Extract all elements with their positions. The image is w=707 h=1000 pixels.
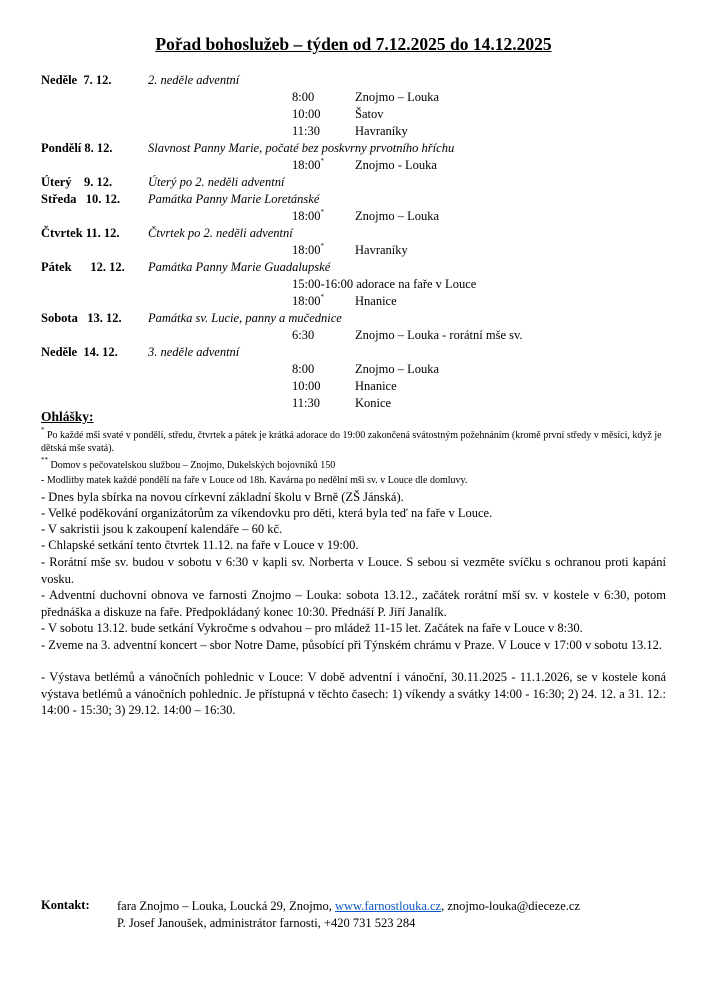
mass-time: 8:00 <box>292 362 315 376</box>
mass-place: Šatov <box>355 107 384 121</box>
mass-place: Hnanice <box>355 294 397 308</box>
mass-time: 18:00* <box>292 157 324 172</box>
contact-administrator: P. Josef Janoušek, administrátor farnosti, +420 731 523 284 <box>117 916 416 930</box>
announcement-item: - Výstava betlémů a vánočních pohlednic v Louce: V době adventní i vánoční, 30.11.2025 - 11.1.2026, se v kostele koná výstava betlémů a vánočních pohlednic. Je přístupná v těchto časech: 1) víkendy a svátky 14:00 - 16:30; 2) 24. 12. a 31. 12.: 14:00 - 15:30; 3) 29.12. 14:00 – 16:30. <box>41 670 666 718</box>
mass-place: Znojmo – Louka <box>355 209 440 223</box>
day-name: Pondělí 8. 12. <box>41 141 113 155</box>
announcement-item: - V sakristii jsou k zakoupení kalendáře – 60 kč. <box>41 522 283 536</box>
mass-time: 10:00 <box>292 107 321 121</box>
day-name: Neděle 14. 12. <box>41 345 118 359</box>
liturgical-day-note: 2. neděle adventní <box>148 73 240 87</box>
contact-label: Kontakt: <box>41 898 90 912</box>
day-name: Pátek 12. 12. <box>41 260 125 274</box>
mass-time: 18:00* <box>292 242 324 257</box>
liturgical-day-note: Slavnost Panny Marie, počaté bez poskvrny prvotního hříchu <box>148 141 455 155</box>
mass-place: Havraníky <box>355 243 408 257</box>
liturgical-day-note: Památka Panny Marie Loretánské <box>148 192 320 206</box>
day-name: Středa 10. 12. <box>41 192 121 206</box>
day-name: Úterý 9. 12. <box>41 175 113 189</box>
mass-time: 6:30 <box>292 328 315 342</box>
footnote-nursing-home: ** Domov s pečovatelskou službou – Znojmo, Dukelských bojovníků 150 <box>41 456 336 471</box>
contact-address: fara Znojmo – Louka, Loucká 29, Znojmo, www.farnostlouka.cz, znojmo-louka@dieceze.cz <box>117 899 580 913</box>
liturgical-day-note: Památka sv. Lucie, panny a mučednice <box>148 311 342 325</box>
mass-place: Havraníky <box>355 124 408 138</box>
announcement-small: - Modlitby matek každé pondělí na faře v Louce od 18h. Kavárna po nedělní mši sv. v Louce dle domluvy. <box>41 475 468 486</box>
announcement-item: - Dnes byla sbírka na novou církevní základní školu v Brně (ZŠ Jánská). <box>41 490 404 504</box>
mass-place: Hnanice <box>355 379 397 393</box>
announcements-heading: Ohlášky: <box>41 409 94 424</box>
liturgical-day-note: Památka Panny Marie Guadalupské <box>148 260 331 274</box>
website-link[interactable]: www.farnostlouka.cz <box>335 899 442 913</box>
mass-time: 8:00 <box>292 90 315 104</box>
mass-time: 18:00* <box>292 208 324 223</box>
announcement-item: - Rorátní mše sv. budou v sobotu v 6:30 v kapli sv. Norberta v Louce. S sebou si vezměte svíčku s ochranou proti kapání vosku. <box>41 555 666 586</box>
announcement-item: - Velké poděkování organizátorům za víkendovku pro děti, která byla teď na faře v Louce. <box>41 506 493 520</box>
page-title: Pořad bohoslužeb – týden od 7.12.2025 do 14.12.2025 <box>155 34 552 54</box>
mass-time: 10:00 <box>292 379 321 393</box>
mass-time: 11:30 <box>292 396 321 410</box>
mass-place: Konice <box>355 396 392 410</box>
mass-time: 18:00* <box>292 293 324 308</box>
mass-place: Znojmo - Louka <box>355 158 437 172</box>
day-name: Čtvrtek 11. 12. <box>41 226 120 240</box>
day-name: Sobota 13. 12. <box>41 311 122 325</box>
announcement-item: - Chlapské setkání tento čtvrtek 11.12. na faře v Louce v 19:00. <box>41 538 359 552</box>
adoration-time: 15:00-16:00 adorace na faře v Louce <box>292 277 477 291</box>
liturgical-day-note: 3. neděle adventní <box>148 345 240 359</box>
liturgical-day-note: Čtvrtek po 2. neděli adventní <box>148 226 293 240</box>
mass-place: Znojmo – Louka <box>355 90 440 104</box>
footnote-adoration: * Po každé mši svaté v pondělí, středu, čtvrtek a pátek je krátká adorace do 19:00 zakončená svátostným požehnáním (kromě první středy v měsíci, když je dětská mše svatá). <box>41 426 662 454</box>
mass-place: Znojmo – Louka - rorátní mše sv. <box>355 328 523 342</box>
announcement-item: - Adventní duchovní obnova ve farnosti Znojmo – Louka: sobota 13.12., začátek rorátní mší sv. v kostele v 6:30, potom přednáška a diskuze na faře. Předpokládaný konec 10:30. Přednáší P. Jiří Janalík. <box>41 588 666 619</box>
mass-time: 11:30 <box>292 124 321 138</box>
mass-place: Znojmo – Louka <box>355 362 440 376</box>
day-name: Neděle 7. 12. <box>41 73 112 87</box>
announcement-item: - Zveme na 3. adventní koncert – sbor Notre Dame, působící při Týnském chrámu v Praze. V Louce v 17:00 v sobotu 13.12. <box>41 638 663 652</box>
announcement-item: - V sobotu 13.12. bude setkání Vykročme s odvahou – pro mládež 11-15 let. Začátek na faře v Louce v 8:30. <box>41 621 583 635</box>
liturgical-day-note: Úterý po 2. neděli adventní <box>148 175 285 189</box>
